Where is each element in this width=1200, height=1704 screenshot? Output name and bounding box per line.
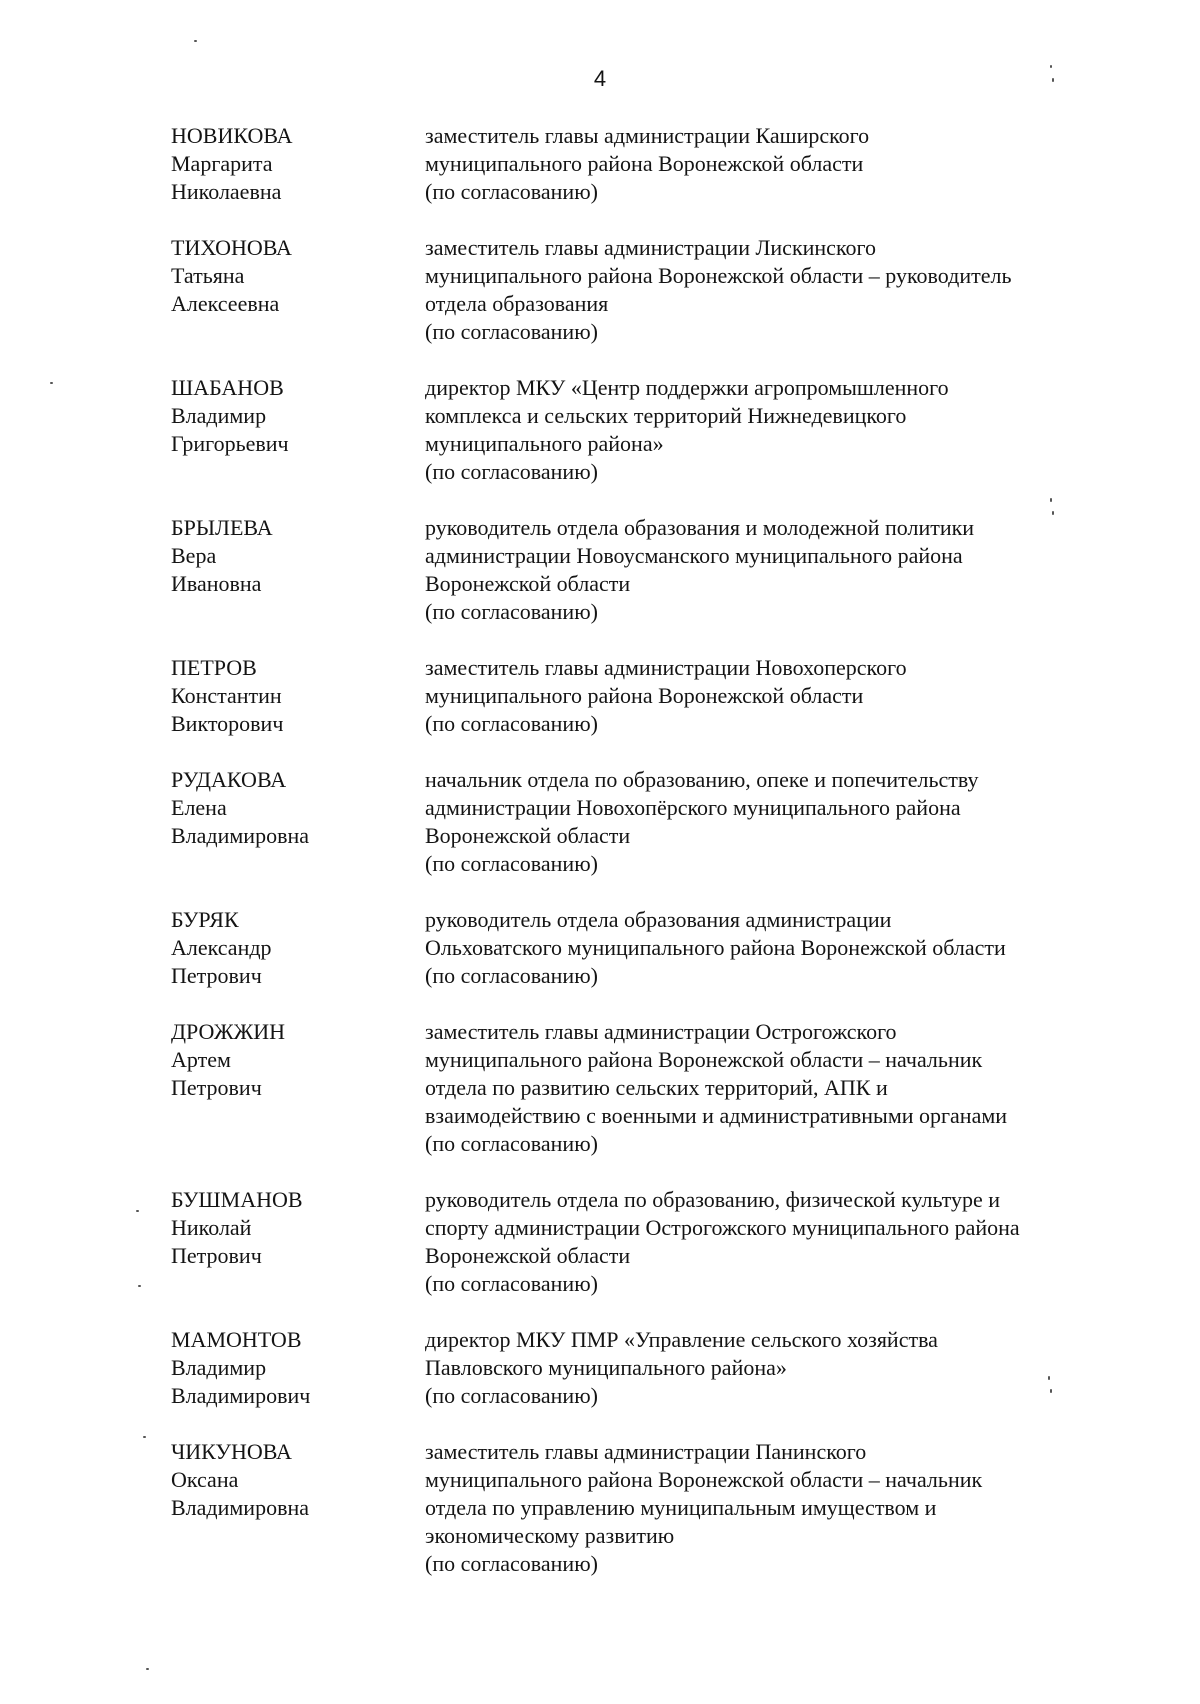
- member-role: [425, 906, 1105, 990]
- member-entry: [0, 906, 1200, 990]
- member-role: [425, 122, 1105, 206]
- member-role-line: Павловского муниципального района»: [425, 1355, 787, 1380]
- member-role-line: экономическому развитию: [425, 1523, 675, 1548]
- member-role-line: Ольховатского муниципального района Воронежской области: [425, 935, 1006, 960]
- member-first-name: Оксана: [171, 1467, 239, 1492]
- member-entry: [0, 514, 1200, 626]
- member-entry: [0, 234, 1200, 346]
- member-surname: ПЕТРОВ: [171, 655, 257, 680]
- member-role-line: администрации Новохопёрского муниципального района: [425, 795, 961, 820]
- member-name: [171, 1438, 401, 1522]
- member-role-line: заместитель главы администрации Новохоперского: [425, 655, 907, 680]
- member-first-name: Маргарита: [171, 151, 273, 176]
- member-entry: [0, 1018, 1200, 1158]
- member-role-line: (по согласованию): [425, 459, 598, 484]
- member-role-line: руководитель отдела образования администрации: [425, 907, 892, 932]
- member-entry: [0, 1438, 1200, 1578]
- member-name: [171, 514, 401, 598]
- member-surname: ЧИКУНОВА: [171, 1439, 292, 1464]
- scan-speck: [194, 40, 197, 42]
- member-role-line: заместитель главы администрации Панинского: [425, 1439, 867, 1464]
- member-surname: БРЫЛЕВА: [171, 515, 273, 540]
- scan-speck: [138, 1285, 141, 1287]
- member-role-line: Воронежской области: [425, 823, 631, 848]
- member-surname: НОВИКОВА: [171, 123, 293, 148]
- member-surname: ШАБАНОВ: [171, 375, 284, 400]
- member-role-line: муниципального района Воронежской области – руководитель: [425, 263, 1012, 288]
- committee-member-list: [0, 122, 1200, 1606]
- member-patronymic: Петрович: [171, 1243, 262, 1268]
- member-patronymic: Владимировна: [171, 1495, 310, 1520]
- scan-speck: [146, 1668, 149, 1670]
- member-surname: БУРЯК: [171, 907, 239, 932]
- member-role-line: администрации Новоусманского муниципального района: [425, 543, 963, 568]
- member-patronymic: Владимировна: [171, 823, 310, 848]
- member-surname: БУШМАНОВ: [171, 1187, 303, 1212]
- member-role-line: Воронежской области: [425, 571, 631, 596]
- member-role-line: муниципального района Воронежской области – начальник: [425, 1047, 983, 1072]
- scan-speck: [50, 382, 53, 384]
- member-role-line: (по согласованию): [425, 711, 598, 736]
- scan-speck: [1048, 1376, 1050, 1380]
- member-role-line: (по согласованию): [425, 1131, 598, 1156]
- member-entry: [0, 654, 1200, 738]
- member-patronymic: Петрович: [171, 1075, 262, 1100]
- member-role-line: заместитель главы администрации Острогожского: [425, 1019, 897, 1044]
- member-entry: [0, 1186, 1200, 1298]
- member-role: [425, 1438, 1105, 1578]
- member-name: [171, 374, 401, 458]
- member-first-name: Владимир: [171, 403, 267, 428]
- member-first-name: Елена: [171, 795, 227, 820]
- scan-speck: [1052, 511, 1054, 515]
- member-role-line: (по согласованию): [425, 179, 598, 204]
- member-role-line: Воронежской области: [425, 1243, 631, 1268]
- member-role-line: (по согласованию): [425, 1383, 598, 1408]
- member-role-line: муниципального района Воронежской области: [425, 683, 864, 708]
- member-role-line: руководитель отдела образования и молодежной политики: [425, 515, 975, 540]
- member-role-line: начальник отдела по образованию, опеке и попечительству: [425, 767, 979, 792]
- member-role: [425, 1186, 1105, 1298]
- member-role: [425, 374, 1105, 486]
- member-role-line: руководитель отдела по образованию, физической культуре и: [425, 1187, 1001, 1212]
- member-role: [425, 766, 1105, 878]
- member-name: [171, 1018, 401, 1102]
- scan-speck: [136, 1210, 139, 1212]
- member-surname: РУДАКОВА: [171, 767, 287, 792]
- member-role-line: заместитель главы администрации Каширского: [425, 123, 870, 148]
- member-role-line: комплекса и сельских территорий Нижнедевицкого: [425, 403, 907, 428]
- member-name: [171, 1326, 401, 1410]
- scan-speck: [1052, 78, 1054, 82]
- member-role-line: взаимодействию с военными и административными органами: [425, 1103, 1008, 1128]
- member-first-name: Константин: [171, 683, 282, 708]
- member-role-line: (по согласованию): [425, 963, 598, 988]
- member-patronymic: Петрович: [171, 963, 262, 988]
- member-patronymic: Викторович: [171, 711, 284, 736]
- member-first-name: Александр: [171, 935, 272, 960]
- member-role: [425, 514, 1105, 626]
- member-name: [171, 1186, 401, 1270]
- member-role-line: директор МКУ ПМР «Управление сельского хозяйства: [425, 1327, 938, 1352]
- member-first-name: Татьяна: [171, 263, 245, 288]
- member-entry: [0, 766, 1200, 878]
- member-role-line: заместитель главы администрации Лискинского: [425, 235, 876, 260]
- member-first-name: Владимир: [171, 1355, 267, 1380]
- member-surname: МАМОНТОВ: [171, 1327, 302, 1352]
- member-role: [425, 654, 1105, 738]
- member-name: [171, 906, 401, 990]
- member-name: [171, 234, 401, 318]
- member-role-line: директор МКУ «Центр поддержки агропромышленного: [425, 375, 949, 400]
- member-role-line: муниципального района Воронежской области – начальник: [425, 1467, 983, 1492]
- member-role: [425, 234, 1105, 346]
- member-role: [425, 1326, 1105, 1410]
- member-patronymic: Владимирович: [171, 1383, 311, 1408]
- scan-speck: [1050, 1389, 1052, 1393]
- member-entry: [0, 1326, 1200, 1410]
- member-patronymic: Алексеевна: [171, 291, 280, 316]
- member-role-line: (по согласованию): [425, 1271, 598, 1296]
- member-name: [171, 122, 401, 206]
- scan-speck: [1050, 498, 1052, 502]
- member-entry: [0, 122, 1200, 206]
- member-role-line: муниципального района Воронежской области: [425, 151, 864, 176]
- member-patronymic: Ивановна: [171, 571, 262, 596]
- member-role-line: (по согласованию): [425, 1551, 598, 1576]
- member-role-line: (по согласованию): [425, 851, 598, 876]
- member-role-line: спорту администрации Острогожского муниципального района: [425, 1215, 1020, 1240]
- member-role-line: (по согласованию): [425, 599, 598, 624]
- member-name: [171, 654, 401, 738]
- member-entry: [0, 374, 1200, 486]
- member-first-name: Николай: [171, 1215, 252, 1240]
- member-role-line: отдела по развитию сельских территорий, АПК и: [425, 1075, 888, 1100]
- member-patronymic: Григорьевич: [171, 431, 289, 456]
- member-role-line: (по согласованию): [425, 319, 598, 344]
- member-role-line: муниципального района»: [425, 431, 664, 456]
- scan-speck: [143, 1436, 146, 1438]
- member-surname: ТИХОНОВА: [171, 235, 292, 260]
- member-patronymic: Николаевна: [171, 179, 282, 204]
- member-surname: ДРОЖЖИН: [171, 1019, 286, 1044]
- page-number: 4: [593, 66, 607, 91]
- member-name: [171, 766, 401, 850]
- member-role-line: отдела образования: [425, 291, 609, 316]
- member-role-line: отдела по управлению муниципальным имуществом и: [425, 1495, 937, 1520]
- scan-speck: [1050, 65, 1052, 68]
- member-first-name: Артем: [171, 1047, 231, 1072]
- member-role: [425, 1018, 1105, 1158]
- member-first-name: Вера: [171, 543, 217, 568]
